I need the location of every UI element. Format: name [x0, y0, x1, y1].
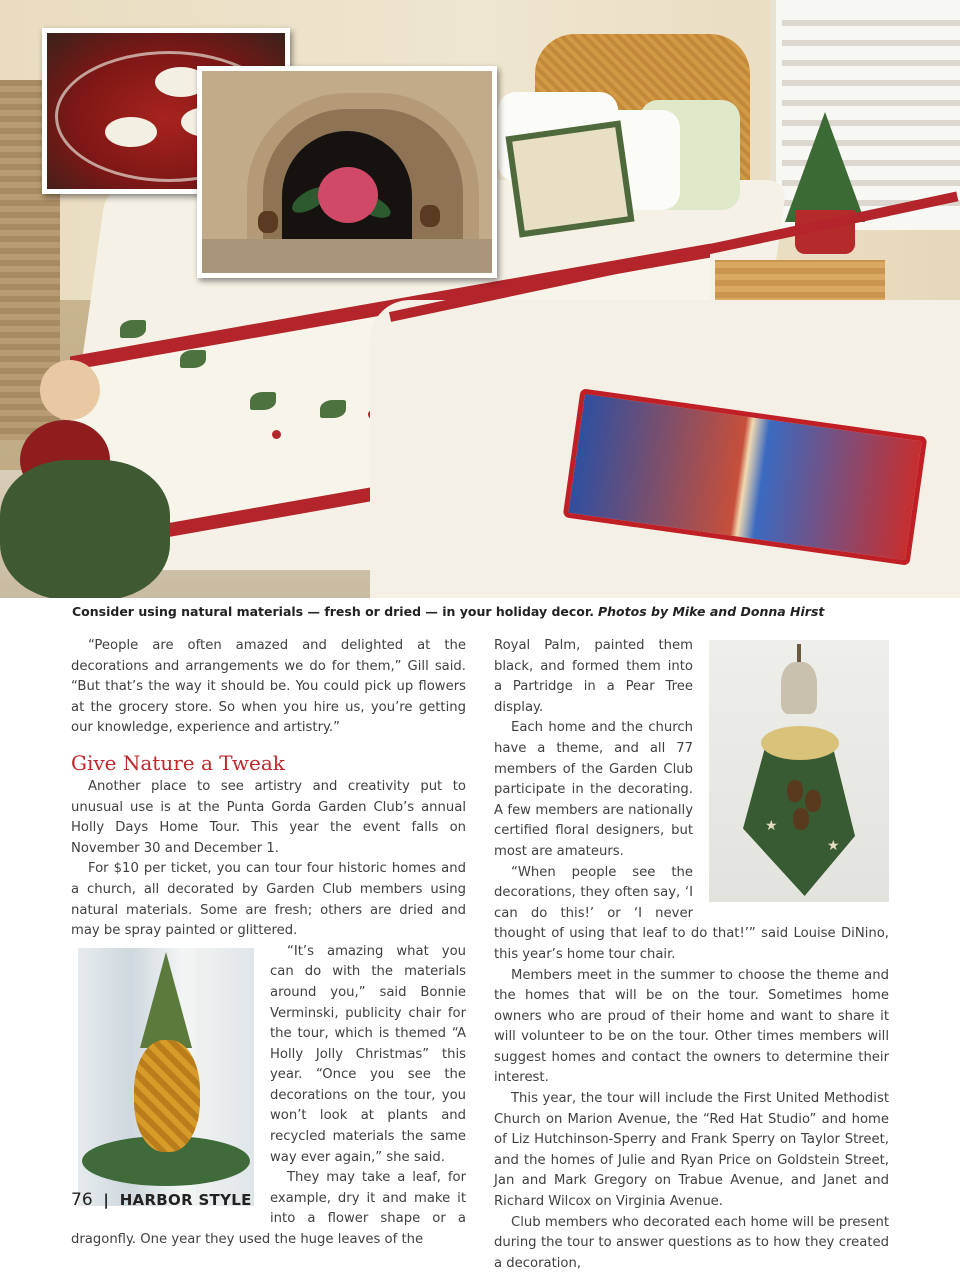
rag-doll — [40, 360, 100, 420]
paragraph: “When people see the decorations, they often say, ‘I can do this!’ or ‘I never thought of using that leaf to do that!’” said Louise DiNino, this year’s home tour chair. — [494, 864, 889, 962]
paragraph: Royal Palm, painted them black, and formed them into a Partridge in a Pear Tree display. — [494, 638, 693, 715]
caption-text: Consider using natural materials — fresh or dried — in your holiday decor. — [72, 604, 595, 619]
hearth — [202, 239, 492, 273]
photo-caption — [72, 604, 892, 619]
paragraph: Members meet in the summer to choose the theme and the homes that will be on the tour. Sometimes home owners who are proud of their home and want to share it will volunteer to be on the tour. Other times members will suggest homes and contact the owners to determine their interest. — [494, 967, 889, 1086]
paragraph: Club members who decorated each home will be present during the tour to answer questions as to how they created a decoration, — [494, 1214, 889, 1271]
pineapple — [134, 1040, 200, 1152]
paragraph: “It’s amazing what you can do with the materials around you,” said Bonnie Verminski, publicity chair for the tour, which is themed “A Holly Jolly Christmas” this year. “Once you see the decorations on the tour, you won’t look at plants and recycled materials the same way ever again,” she said. — [270, 943, 466, 1165]
paragraph-text: For $10 per ticket, you can tour four historic homes and a church, all decorated by Garden Club members using natural materials. Some are fresh; others are dried and may be spray painted or glittered. — [71, 861, 466, 939]
page-footer — [71, 1190, 252, 1210]
footer-separator: | — [103, 1191, 109, 1209]
article-column-right — [494, 636, 889, 1274]
gold-bow — [761, 726, 839, 760]
lantern — [781, 662, 817, 714]
article-column-left — [71, 636, 466, 1251]
greenery — [0, 460, 170, 598]
decorative-pillow — [505, 120, 634, 237]
swag-photo — [709, 640, 889, 902]
page-number: 76 — [71, 1190, 93, 1210]
paragraph: Another place to see artistry and creativity put to unusual use is at the Punta Gorda Garden Club’s annual Holly Days Home Tour. This year the event falls on November 30 and December 1. — [71, 778, 466, 856]
inset-photo-fireplace-arrangement — [197, 66, 497, 278]
paragraph: They may take a leaf, for example, dry it and make it into a flower shape or a dragonfly. One year they used the huge leaves of the — [71, 1170, 466, 1248]
paragraph: “People are often amazed and delighted at the decorations and arrangements we do for them,” Gill said. “But that’s the way it should be. You could pick up flowers at the grocery store. So when you hire us, you’re getting our knowledge, experience and artistry.” — [71, 638, 466, 736]
floating-candle — [105, 117, 157, 147]
poinsettia-arrangement — [318, 167, 378, 223]
small-christmas-tree — [785, 112, 865, 222]
publication-name: HARBOR STYLE — [119, 1191, 252, 1209]
hero-photo-bedroom — [0, 0, 960, 598]
paragraph-with-figure — [71, 859, 466, 941]
photo-credit: Photos by Mike and Donna Hirst — [598, 604, 825, 619]
paragraph: Each home and the church have a theme, and all 77 members of the Garden Club participate in the decorating. A few members are nationally certified floral designers, but most are amateurs. — [494, 720, 693, 859]
section-heading: Give Nature a Tweak — [71, 750, 285, 775]
starfish-icon: ★ — [765, 818, 778, 834]
pineapple-crown — [140, 952, 192, 1048]
paragraph: This year, the tour will include the First United Methodist Church on Marion Avenue, the “Red Hat Studio” and home of Liz Hutchinson-Sperry and Frank Sperry on Taylor Street, and the homes of Julie and Ryan Price on Goldstein Street, Jan and Mark Gregory on Trabue Avenue, and Janet and Richard Wilcox on Virginia Avenue. — [494, 1091, 889, 1210]
starfish-icon: ★ — [827, 838, 840, 854]
pineapple-photo — [78, 948, 254, 1206]
